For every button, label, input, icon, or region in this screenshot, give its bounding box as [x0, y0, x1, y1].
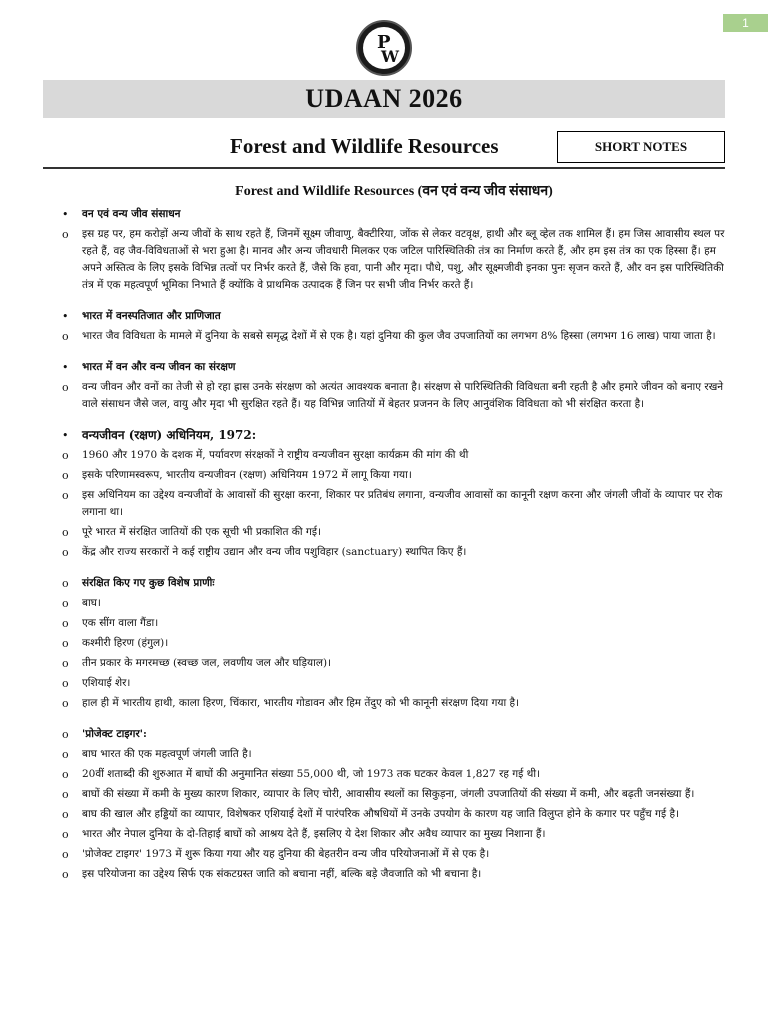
list-item-text: बाघ की खाल और हड्डियों का व्यापार, विशेषकर एशियाई देशों में पारंपरिक औषधियों में उनके उपयोग के कारण यह जाति विलुप्त होने के कगार पर पहुँच गई है।: [82, 808, 680, 820]
note-section: [62, 308, 726, 345]
list-item: [62, 846, 726, 863]
list-item: [62, 544, 726, 561]
list-item: [62, 786, 726, 803]
list-item-text: पूरे भारत में संरक्षित जातियों की एक सूची भी प्रकाशित की गई।: [82, 526, 321, 538]
list-item: [62, 226, 726, 294]
circle-bullet-icon: o: [62, 449, 69, 462]
list-item: [62, 487, 726, 521]
list-item-text: केंद्र और राज्य सरकारों ने कई राष्ट्रीय उद्यान और वन्य जीव पशुविहार (sanctuary) स्थापित किए हैं।: [82, 546, 467, 558]
section-heading: [62, 575, 726, 592]
banner-title: UDAAN 2026: [43, 80, 725, 118]
list-item: [62, 746, 726, 763]
page-number: 1: [723, 14, 768, 32]
pw-logo-icon: [356, 20, 412, 76]
list-item: [62, 635, 726, 652]
note-section: [62, 206, 726, 294]
section-heading: [62, 427, 726, 444]
list-item: [62, 866, 726, 883]
list-item-text: 1960 और 1970 के दशक में, पर्यावरण संरक्षकों ने राष्ट्रीय वन्यजीवन सुरक्षा कार्यक्रम की मांग की थी: [82, 449, 469, 461]
list-item: [62, 467, 726, 484]
circle-bullet-icon: o: [62, 617, 69, 630]
list-item: [62, 379, 726, 413]
bullet-marker: o: [62, 728, 69, 741]
list-item: [62, 655, 726, 672]
circle-bullet-icon: o: [62, 808, 69, 821]
circle-bullet-icon: o: [62, 469, 69, 482]
section-heading-text: वन्यजीवन (रक्षण) अधिनियम, 1972:: [82, 428, 257, 442]
notes-content: [62, 183, 726, 897]
section-heading: [62, 308, 726, 325]
section-heading-text: 'प्रोजेक्ट टाइगर':: [82, 728, 147, 740]
list-item-text: इस परियोजना का उद्देश्य सिर्फ एक संकटग्रस्त जाति को बचाना नहीं, बल्कि बड़े जैवजाति को भी बचाना है।: [82, 868, 482, 880]
bullet-marker: •: [62, 361, 69, 374]
list-item: [62, 826, 726, 843]
circle-bullet-icon: o: [62, 526, 69, 539]
circle-bullet-icon: o: [62, 677, 69, 690]
section-heading: [62, 726, 726, 743]
section-heading-text: वन एवं वन्य जीव संसाधन: [82, 208, 181, 220]
circle-bullet-icon: o: [62, 848, 69, 861]
list-item-text: इस अधिनियम का उद्देश्य वन्यजीवों के आवासों की सुरक्षा करना, शिकार पर प्रतिबंध लगाना, वन्यजीव आवासों का कानूनी रक्षण करना और जंगली जीवों के व्यापार पर रोक लगाना था।: [82, 489, 723, 518]
list-item-text: इसके परिणामस्वरूप, भारतीय वन्यजीवन (रक्षण) अधिनियम 1972 में लागू किया गया।: [82, 469, 412, 481]
list-item: [62, 766, 726, 783]
circle-bullet-icon: o: [62, 697, 69, 710]
list-item: [62, 524, 726, 541]
list-item-text: 'प्रोजेक्ट टाइगर' 1973 में शुरू किया गया और यह दुनिया की बेहतरीन वन्य जीव परियोजनाओं में से एक है।: [82, 848, 490, 860]
main-heading: Forest and Wildlife Resources (वन एवं वन्य जीव संसाधन): [235, 184, 553, 199]
svg-text:W: W: [381, 47, 399, 66]
circle-bullet-icon: o: [62, 330, 69, 343]
header-divider: [43, 167, 725, 169]
svg-text:P: P: [377, 32, 391, 53]
bullet-marker: o: [62, 577, 69, 590]
list-item-text: एक सींग वाला गैंडा।: [82, 617, 159, 629]
list-item-text: भारत और नेपाल दुनिया के दो-तिहाई बाघों को आश्रय देते हैं, इसलिए ये देश शिकार और अवैध व्यापार का मुख्य निशाना हैं।: [82, 828, 546, 840]
list-item-text: हाल ही में भारतीय हाथी, काला हिरण, चिंकारा, भारतीय गोडावन और हिम तेंदुए को भी कानूनी संरक्षण दिया गया है।: [82, 697, 520, 709]
list-item: [62, 806, 726, 823]
note-section: [62, 427, 726, 561]
circle-bullet-icon: o: [62, 381, 69, 394]
list-item-text: 20वीं शताब्दी की शुरुआत में बाघों की अनुमानित संख्या 55,000 थी, जो 1973 तक घटकर केवल 1,827 रह गई थी।: [82, 768, 541, 780]
bullet-marker: •: [62, 310, 69, 323]
section-heading: [62, 359, 726, 376]
circle-bullet-icon: o: [62, 546, 69, 559]
note-section: [62, 359, 726, 413]
list-item: [62, 675, 726, 692]
circle-bullet-icon: o: [62, 228, 69, 241]
note-section: [62, 575, 726, 712]
chapter-title: Forest and Wildlife Resources: [230, 134, 499, 158]
section-heading: [62, 206, 726, 223]
list-item-text: बाघ भारत की एक महत्वपूर्ण जंगली जाति है।: [82, 748, 252, 760]
circle-bullet-icon: o: [62, 788, 69, 801]
section-heading-text: भारत में वनस्पतिजात और प्राणिजात: [82, 310, 221, 322]
circle-bullet-icon: o: [62, 637, 69, 650]
list-item: [62, 615, 726, 632]
list-item-text: बाघों की संख्या में कमी के मुख्य कारण शिकार, व्यापार के लिए चोरी, आवासीय स्थलों का सिकुड़ना, जंगली उपजातियों की संख्या में कमी, और बढ़ती जनसंख्या हैं।: [82, 788, 695, 800]
list-item-text: इस ग्रह पर, हम करोड़ों अन्य जीवों के साथ रहते हैं, जिनमें सूक्ष्म जीवाणु, बैक्टीरिया, जोंक से लेकर वटवृक्ष, हाथी और ब्लू व्हेल तक शामिल हैं। हम जिस आवासीय स्थल पर रहते हैं, वह जैव-विविधताओं से भरा हुआ है। मानव और अन्य जीवधारी मिलकर एक जटिल पारिस्थितिकी तंत्र का निर्माण करते हैं, और हम इस तंत्र का एक हिस्सा हैं। हम अपने अस्तित्व के लिए इसके विभिन्न तत्वों पर निर्भर करते हैं, जैसे कि हवा, पानी और मृदा। पौधे, पशु, और सूक्ष्मजीवी इनका पुनः सृजन करते हैं, और वन इस पारिस्थितिकी तंत्र में एक महत्वपूर्ण भूमिका निभाते हैं क्योंकि वे प्राथमिक उत्पादक हैं जिन पर सभी जीव निर्भर करते हैं।: [82, 228, 725, 291]
circle-bullet-icon: o: [62, 748, 69, 761]
list-item: [62, 447, 726, 464]
bullet-marker: •: [62, 208, 69, 221]
circle-bullet-icon: o: [62, 597, 69, 610]
bullet-marker: •: [62, 429, 69, 442]
list-item: [62, 328, 726, 345]
section-heading-text: संरक्षित किए गए कुछ विशेष प्राणीः: [82, 577, 215, 589]
list-item-text: तीन प्रकार के मगरमच्छ (स्वच्छ जल, लवणीय जल और घड़ियाल)।: [82, 657, 332, 669]
section-heading-text: भारत में वन और वन्य जीवन का संरक्षण: [82, 361, 236, 373]
note-section: [62, 726, 726, 883]
list-item-text: बाघ।: [82, 597, 101, 609]
list-item: [62, 595, 726, 612]
circle-bullet-icon: o: [62, 768, 69, 781]
circle-bullet-icon: o: [62, 828, 69, 841]
list-item-text: भारत जैव विविधता के मामले में दुनिया के सबसे समृद्ध देशों में से एक है। यहां दुनिया की कुल जैव उपजातियों का लगभग 8% हिस्सा (लगभग 16 लाख) पाया जाता है।: [82, 330, 716, 342]
list-item-text: वन्य जीवन और वनों का तेजी से हो रहा ह्रास उनके संरक्षण को अत्यंत आवश्यक बनाता है। संरक्षण से पारिस्थितिकी विविधता बनी रहती है और हमारे जीवन को बनाए रखने वाले संसाधन जैसे जल, वायु और मृदा भी सुरक्षित रहते हैं। यह विभिन्न जातियों में बेहतर प्रजनन के लिए आनुवंशिक विविधता को भी संरक्षित करता है।: [82, 381, 724, 410]
circle-bullet-icon: o: [62, 657, 69, 670]
circle-bullet-icon: o: [62, 489, 69, 502]
list-item-text: कश्मीरी हिरण (हंगुल)।: [82, 637, 169, 649]
circle-bullet-icon: o: [62, 868, 69, 881]
short-notes-badge: SHORT NOTES: [557, 131, 725, 163]
list-item-text: एशियाई शेर।: [82, 677, 131, 689]
sections-container: [62, 206, 726, 883]
list-item: [62, 695, 726, 712]
